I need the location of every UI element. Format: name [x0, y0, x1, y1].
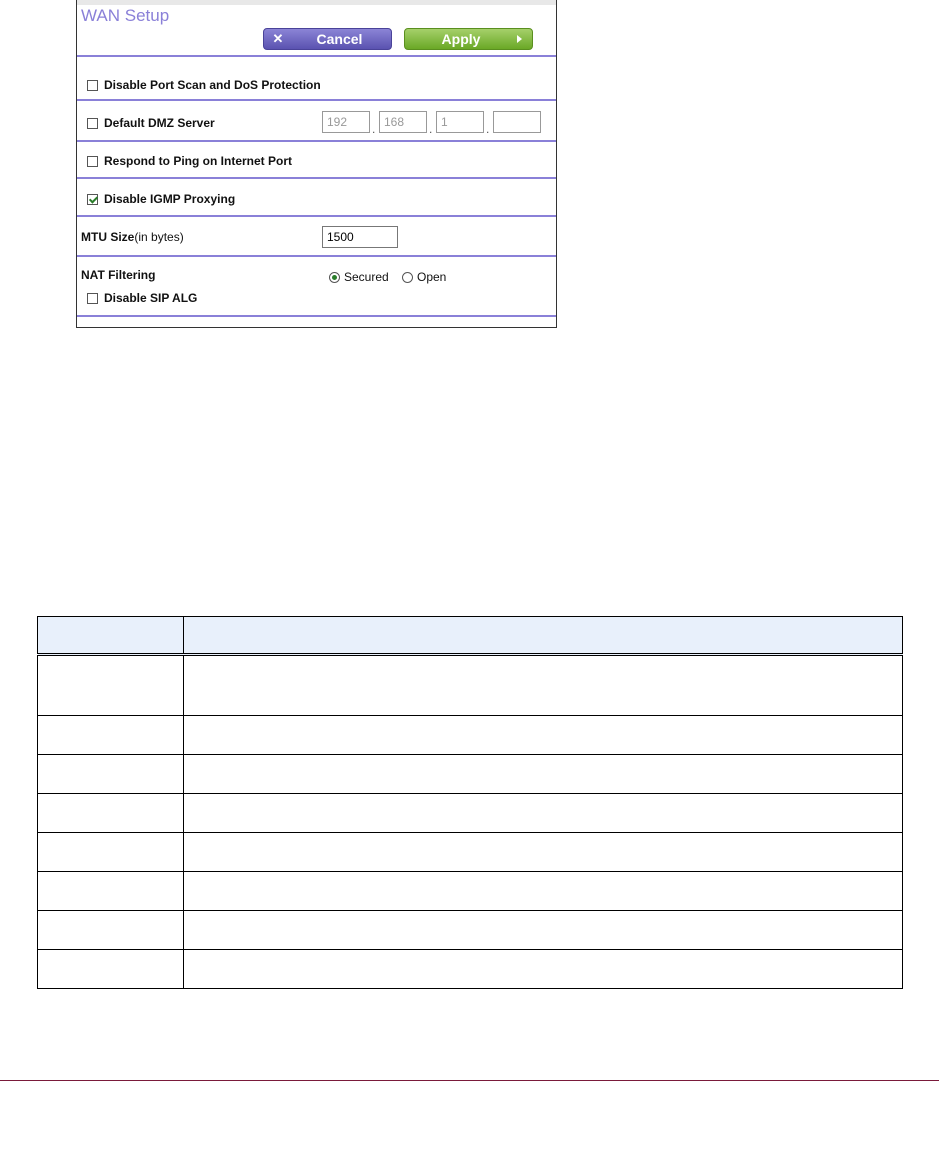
panel-top-bar [77, 0, 556, 5]
ping-checkbox[interactable] [87, 156, 98, 167]
sip-alg-label: Disable SIP ALG [104, 291, 198, 305]
mtu-unit-label: (in bytes) [134, 230, 184, 244]
table-row [38, 755, 903, 794]
table-header-row [38, 617, 903, 655]
table-row [38, 833, 903, 872]
dmz-ip-octet-4[interactable] [493, 111, 541, 133]
ip-separator: . [372, 122, 376, 136]
table-cell [184, 794, 903, 833]
igmp-label: Disable IGMP Proxying [104, 192, 236, 206]
dmz-ip-octet-1[interactable]: 192 [322, 111, 370, 133]
table-row [38, 716, 903, 755]
divider [77, 177, 556, 179]
nat-open-option[interactable] [402, 270, 446, 284]
dmz-row [87, 116, 215, 130]
table-cell [38, 950, 184, 989]
divider [77, 55, 556, 57]
table-cell [38, 716, 184, 755]
page-title: WAN Setup [81, 6, 170, 25]
dmz-checkbox[interactable] [87, 118, 98, 129]
mtu-row [81, 230, 184, 244]
ip-separator: . [486, 122, 490, 136]
igmp-checkbox[interactable] [87, 194, 98, 205]
port-scan-row [87, 78, 321, 92]
apply-button-label: Apply [441, 31, 481, 47]
nat-filtering-label: NAT Filtering [81, 268, 156, 282]
table-row [38, 950, 903, 989]
igmp-row [87, 192, 235, 206]
table-header-cell [184, 617, 903, 655]
arrow-right-icon [517, 35, 522, 43]
table-header-cell [38, 617, 184, 655]
ping-row [87, 154, 292, 168]
port-scan-label: Disable Port Scan and DoS Protection [104, 78, 321, 92]
table-cell [38, 872, 184, 911]
settings-description-table [37, 616, 903, 989]
sip-alg-row [87, 291, 197, 305]
sip-alg-checkbox[interactable] [87, 293, 98, 304]
dmz-ip-octet-3[interactable]: 1 [436, 111, 484, 133]
nat-secured-option[interactable] [329, 270, 389, 284]
divider [77, 315, 556, 317]
dmz-label: Default DMZ Server [104, 116, 215, 130]
apply-button[interactable] [404, 28, 533, 50]
dmz-ip-octet-2[interactable]: 168 [379, 111, 427, 133]
divider [77, 140, 556, 142]
table-cell [184, 755, 903, 794]
close-icon: ✕ [272, 31, 284, 46]
table-cell [184, 911, 903, 950]
nat-open-radio[interactable] [402, 272, 413, 283]
table-cell [38, 833, 184, 872]
wan-setup-panel [76, 0, 557, 328]
nat-secured-label: Secured [344, 270, 389, 284]
cancel-button[interactable] [263, 28, 392, 50]
table-cell [184, 655, 903, 716]
footer-divider [0, 1080, 939, 1081]
table-row [38, 655, 903, 716]
table-row [38, 911, 903, 950]
divider [77, 255, 556, 257]
table-cell [184, 950, 903, 989]
mtu-label: MTU Size [81, 230, 135, 244]
port-scan-checkbox[interactable] [87, 80, 98, 91]
ip-separator: . [429, 122, 433, 136]
table-row [38, 794, 903, 833]
nat-open-label: Open [417, 270, 447, 284]
divider [77, 215, 556, 217]
table-cell [38, 794, 184, 833]
table-cell [184, 716, 903, 755]
divider [77, 99, 556, 101]
mtu-size-input[interactable]: 1500 [322, 226, 398, 248]
table-row [38, 872, 903, 911]
ping-label: Respond to Ping on Internet Port [104, 154, 292, 168]
table-cell [38, 755, 184, 794]
table-cell [184, 833, 903, 872]
table-cell [38, 655, 184, 716]
cancel-button-label: Cancel [316, 31, 363, 47]
table-cell [184, 872, 903, 911]
nat-secured-radio[interactable] [329, 272, 340, 283]
table-cell [38, 911, 184, 950]
